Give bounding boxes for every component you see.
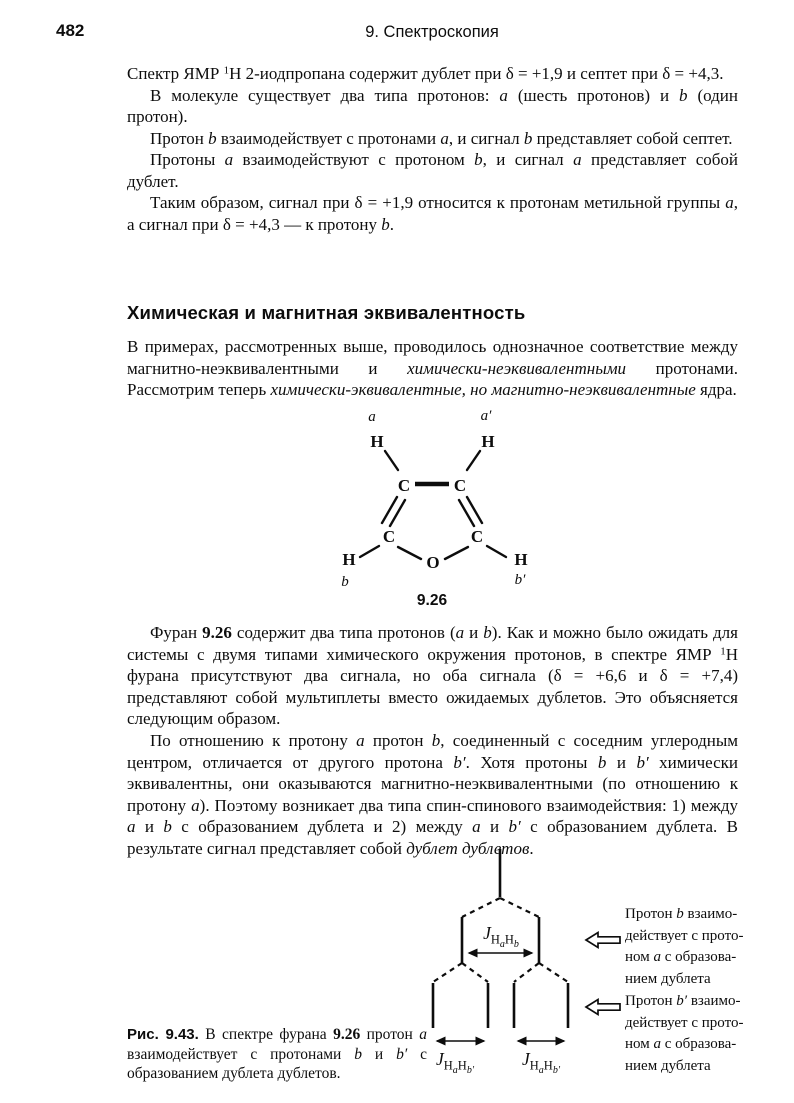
coupling-measure-arrows (437, 953, 564, 1041)
compound-number: 9.26 (416, 592, 448, 609)
paragraph-assignment: Таким образом, сигнал при δ = +1,9 относится к протонам метильной группы a, а сигнал при δ = +4,3 — к протону b. (127, 193, 738, 234)
coupling-constant-jhahb-prime: $J_{HaHb'}$ (521, 1049, 561, 1076)
figure-caption: Рис. 9.43. В спектре фурана 9.26 протон a взаимодействует с протонами b и b′ с образованием дублета дублетов. (127, 1026, 428, 1082)
running-title: 9. Спектроскопия (365, 23, 499, 41)
furan-paragraph-block (127, 622, 738, 730)
carbon-atom: C (382, 527, 396, 546)
coupling-paragraph-block (127, 730, 738, 859)
annotation-proton-b-prime: Протон b′ взаимо- действует с прото- ном a с образова- нием дублета (625, 993, 744, 1074)
carbon-atom: C (453, 476, 467, 495)
furan-atoms (341, 408, 527, 609)
left-block-arrow-icon (586, 933, 620, 948)
intro-paragraphs (127, 63, 738, 235)
paragraph-proton-a: Протоны a взаимодействуют с протоном b, и сигнал a представляет собой дублет. (127, 150, 739, 191)
proton-label-a: a (368, 409, 376, 425)
proton-label-b: b (341, 574, 349, 590)
carbon-atom: C (470, 527, 484, 546)
left-block-arrow-icon (586, 1000, 620, 1015)
proton-label-a-prime: a′ (480, 408, 492, 424)
paragraph-proton-types: В молекуле существует два типа протонов: a (шесть протонов) и b (один протон). (127, 85, 738, 126)
callout-arrows (586, 933, 620, 1015)
hydrogen-atom: H (481, 432, 495, 451)
paragraph-proton-b: Протон b взаимодействует с протонами a, и сигнал b представляет собой септет. (150, 128, 733, 148)
equivalence-paragraph-block (127, 336, 738, 401)
section-heading: Химическая и магнитная эквивалентность (127, 302, 526, 323)
paragraph-equivalence: В примерах, рассмотренных выше, проводилось однозначное соответствие между магнитно-неэквивалентными и химически-неэквивалентными протонами. Рассмотрим теперь химически-эквивалентные, но магнитно-неэквивалентные ядра. (127, 337, 738, 399)
coupling-constant-jhahb-prime: $J_{HaHb'}$ (435, 1049, 475, 1076)
carbon-atom: C (397, 476, 411, 495)
furan-structure-diagram (0, 405, 794, 610)
oxygen-atom: O (426, 553, 440, 572)
hydrogen-atom: H (342, 550, 356, 569)
figure-9-43 (0, 843, 794, 1103)
paragraph-doublet-of-doublets: По отношению к протону a протон b, соединенный с соседним углеродным центром, отличается от другого протона b′. Хотя протоны b и b′ химически эквивалентны, они оказываются магнитно-неэквивалентными (по отношению к протону a). Поэтому возникает два типа спин-спинового взаимодействия: 1) между a и b с образованием дублета и 2) между a и b′ с образованием дублета. В результате сигнал представляет собой дублет дублетов. (127, 731, 739, 858)
paragraph-spectrum: Спектр ЯМР $^1$Н 2-иодпропана содержит дублет при δ = +1,9 и септет при δ = +4,3. (127, 64, 724, 83)
annotation-proton-b: Протон b взаимо- действует с прото- ном a с образова- нием дублета (625, 906, 744, 987)
hydrogen-atom: H (514, 550, 528, 569)
paragraph-furan-signals: Фуран 9.26 содержит два типа протонов (a и b). Как и можно было ожидать для системы с двумя типами химического окружения протонов, в спектре ЯМР $^1$Н фурана присутствуют два сигнала, но оба сигнала (δ = +6,6 и δ = +7,4) представляют собой мультиплеты вместо ожидаемых дублетов. Это объясняется следующим образом. (127, 623, 738, 728)
proton-label-b-prime: b′ (514, 572, 526, 588)
page-number: 482 (56, 21, 85, 40)
coupling-constant-jhahb: $J_{HaHb}$ (483, 923, 519, 950)
hydrogen-atom: H (370, 432, 384, 451)
